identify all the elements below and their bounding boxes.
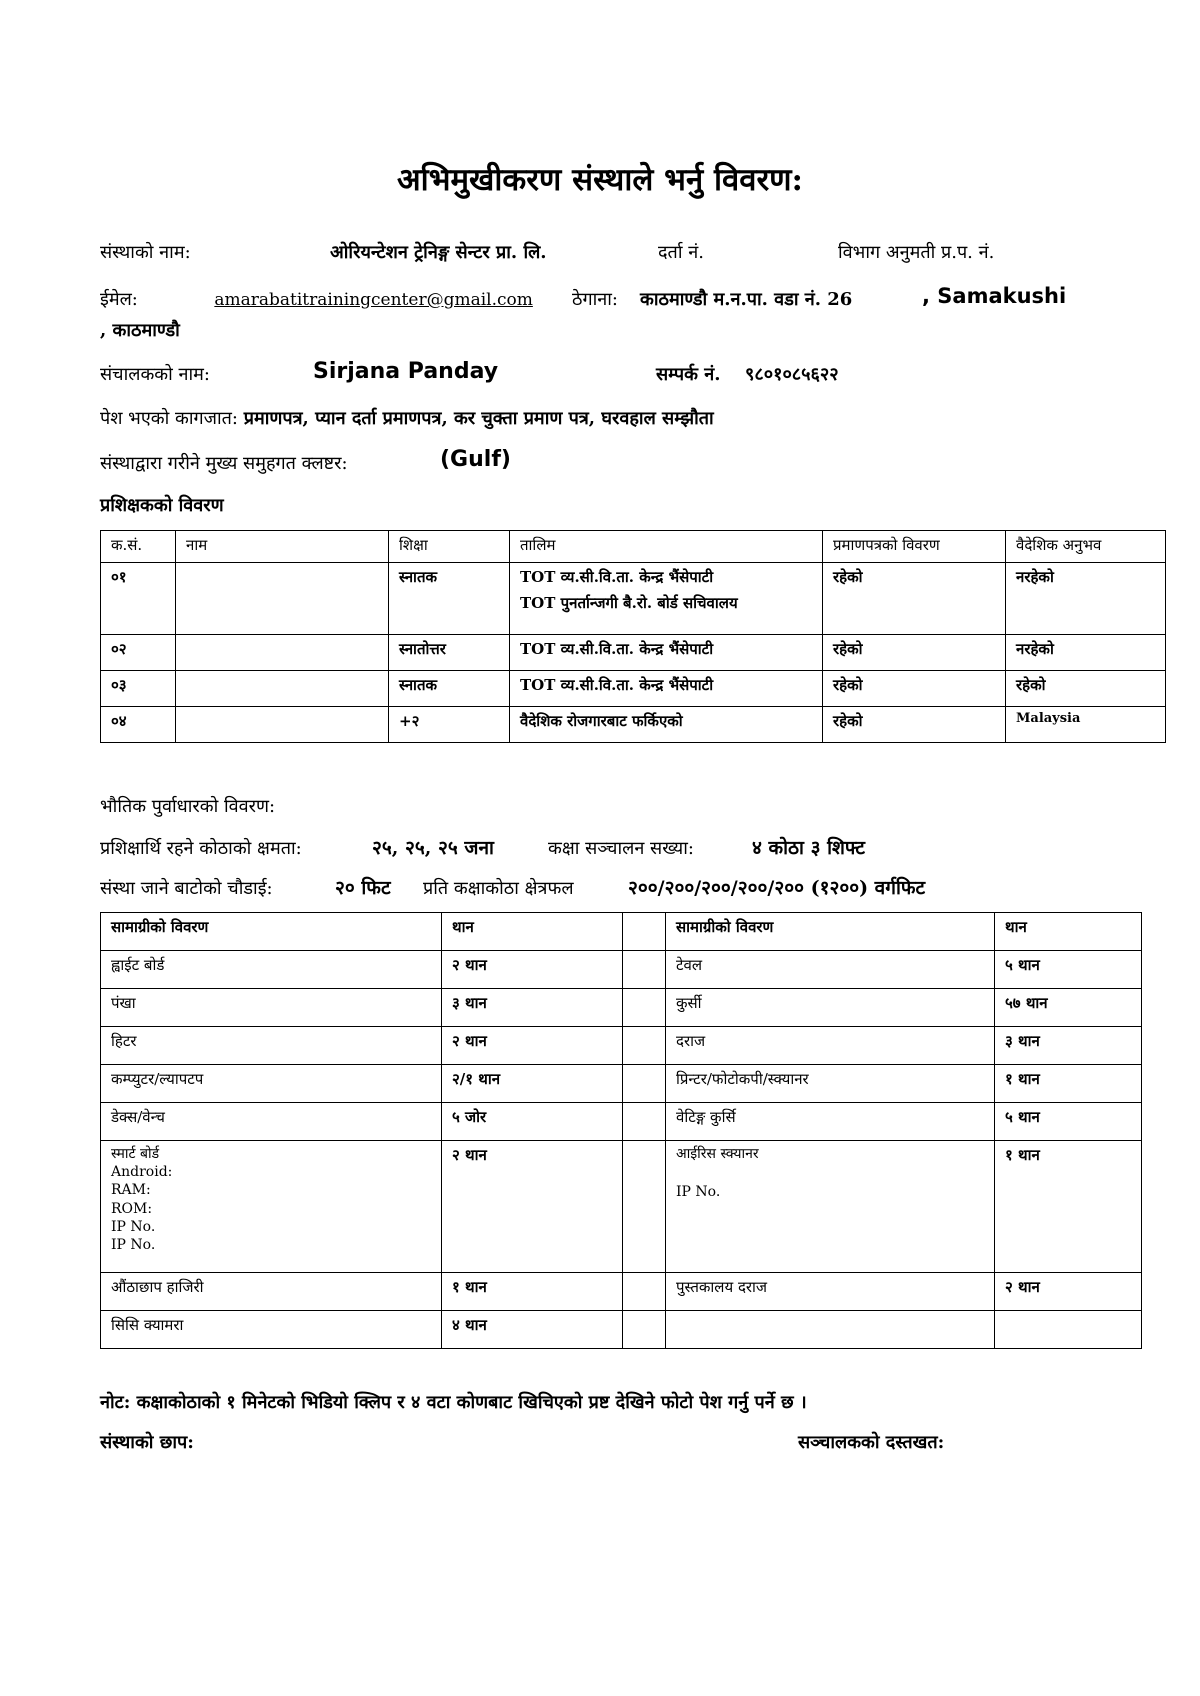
material-qty: ४ थान (442, 1311, 623, 1349)
table-row (101, 635, 1166, 671)
spacer-cell (623, 1273, 666, 1311)
road-value: २० फिट (335, 877, 391, 899)
smart-board-detail: ROM: (111, 1200, 153, 1217)
trainers-heading: प्रशिक्षकको विवरण (100, 495, 224, 516)
table-row (101, 1141, 1142, 1273)
trainer-certificate: रहेको (823, 635, 1006, 671)
org-name-line (100, 240, 191, 264)
trainer-education: स्नातोत्तर (389, 635, 510, 671)
material-item: स्मार्ट बोर्ड (111, 1146, 160, 1162)
reg-no-label: दर्ता नं. (658, 242, 704, 263)
material-qty: ५ जोर (442, 1103, 623, 1141)
material-item: टेवल (666, 951, 995, 989)
stamp-label: संस्थाको छाप: (100, 1432, 194, 1453)
spacer-cell (623, 1141, 666, 1273)
col-header-name: नाम (176, 531, 389, 563)
col-header-item: सामाग्रीको विवरण (101, 913, 442, 951)
spacer-cell (623, 989, 666, 1027)
material-qty: २ थान (442, 1141, 623, 1273)
material-qty: ५७ थान (995, 989, 1142, 1027)
spacer-cell (623, 951, 666, 989)
material-item: कम्प्युटर/ल्यापटप (101, 1065, 442, 1103)
material-qty (995, 1311, 1142, 1349)
material-qty: ३ थान (995, 1027, 1142, 1065)
classes-label: कक्षा सञ्चालन सख्या: (548, 838, 694, 859)
trainer-training: वैदेशिक रोजगारबाट फर्किएको (510, 707, 823, 743)
trainer-education: स्नातक (389, 671, 510, 707)
col-header-foreign-exp: वैदेशिक अनुभव (1006, 531, 1166, 563)
dept-permit-label: विभाग अनुमती प्र.प. नं. (838, 242, 995, 263)
trainer-sn: ०२ (101, 635, 176, 671)
material-item-iris-scanner (666, 1141, 995, 1273)
docs-value: प्रमाणपत्र, प्यान दर्ता प्रमाणपत्र, कर चुक्ता प्रमाण पत्र, घरवहाल सम्झौता (243, 408, 714, 429)
material-item: पंखा (101, 989, 442, 1027)
col-header-spacer (623, 913, 666, 951)
trainer-foreign-exp: रहेको (1006, 671, 1166, 707)
material-item: प्रिन्टर/फोटोकपी/स्क्यानर (666, 1065, 995, 1103)
docs-line (100, 406, 714, 430)
infra-heading: भौतिक पुर्वाधारको विवरण: (100, 796, 276, 817)
material-item: सिसि क्यामरा (101, 1311, 442, 1349)
material-qty: ५ थान (995, 1103, 1142, 1141)
table-row (101, 989, 1142, 1027)
road-label: संस्था जाने बाटोको चौडाई: (100, 878, 273, 899)
material-qty: २ थान (995, 1273, 1142, 1311)
address-label: ठेगाना: (572, 289, 618, 310)
material-item: हिटर (101, 1027, 442, 1065)
capacity-label: प्रशिक्षार्थि रहने कोठाको क्षमता: (100, 838, 302, 859)
material-qty: १ थान (995, 1141, 1142, 1273)
iris-scanner-detail: IP No. (676, 1184, 721, 1201)
trainer-training (510, 563, 823, 635)
col-header-qty-2: थान (995, 913, 1142, 951)
material-item: ह्वाईट बोर्ड (101, 951, 442, 989)
table-row (101, 563, 1166, 635)
material-qty: २ थान (442, 951, 623, 989)
material-item (666, 1311, 995, 1349)
trainer-name (176, 707, 389, 743)
col-header-qty: थान (442, 913, 623, 951)
material-item: वेटिङ्ग कुर्सि (666, 1103, 995, 1141)
director-value: Sirjana Panday (313, 359, 499, 384)
material-item: डेक्स/वेन्च (101, 1103, 442, 1141)
cluster-value: (Gulf) (440, 447, 511, 472)
spacer-cell (623, 1065, 666, 1103)
address-value-3: , काठमाण्डौ (100, 320, 180, 341)
material-item: औंठाछाप हाजिरी (101, 1273, 442, 1311)
training-line: TOT पुनर्तान्जगी बै.रो. बोर्ड सचिवालय (520, 594, 738, 613)
trainer-certificate: रहेको (823, 563, 1006, 635)
email-line (100, 287, 533, 311)
table-row (101, 707, 1166, 743)
org-name-value: ओरियन्टेशन ट्रेनिङ्ग सेन्टर प्रा. लि. (330, 242, 547, 263)
table-row (101, 1311, 1142, 1349)
cluster-label: संस्थाद्वारा गरीने मुख्य समुहगत क्लष्टर: (100, 453, 348, 474)
spacer-cell (623, 1103, 666, 1141)
trainer-certificate: रहेको (823, 671, 1006, 707)
trainer-training: TOT व्य.सी.वि.ता. केन्द्र भैंसेपाटी (510, 671, 823, 707)
col-header-training: तालिम (510, 531, 823, 563)
capacity-value: २५, २५, २५ जना (372, 837, 494, 859)
smart-board-detail: Android: (111, 1164, 173, 1181)
trainer-certificate: रहेको (823, 707, 1006, 743)
contact-label: सम्पर्क नं. (656, 364, 721, 385)
table-row (101, 1027, 1142, 1065)
material-qty: १ थान (995, 1065, 1142, 1103)
trainer-name (176, 635, 389, 671)
material-qty: ५ थान (995, 951, 1142, 989)
trainer-foreign-exp: नरहेको (1006, 563, 1166, 635)
trainer-name (176, 563, 389, 635)
signature-label: सञ्चालकको दस्तखत: (798, 1432, 945, 1453)
table-row (101, 671, 1166, 707)
org-name-label: संस्थाको नाम: (100, 242, 191, 263)
page-title: अभिमुखीकरण संस्थाले भर्नु विवरण: (397, 162, 803, 198)
trainers-header-row (101, 531, 1166, 563)
material-qty: ३ थान (442, 989, 623, 1027)
trainer-foreign-exp: Malaysia (1006, 707, 1166, 743)
address-value: काठमाण्डौ म.न.पा. वडा नं. 26 (640, 289, 853, 310)
docs-label: पेश भएको कागजात: (100, 408, 238, 429)
col-header-certificate: प्रमाणपत्रको विवरण (823, 531, 1006, 563)
note-text: नोट: कक्षाकोठाको १ मिनेटको भिडियो क्लिप र ४ वटा कोणबाट खिचिएको प्रष्ट देखिने फोटो पेश गर्नु पर्ने छ । (100, 1392, 807, 1413)
training-line: TOT व्य.सी.वि.ता. केन्द्र भैंसेपाटी (520, 568, 714, 586)
trainer-foreign-exp: नरहेको (1006, 635, 1166, 671)
area-value: २००/२००/२००/२००/२०० (१२००) वर्गफिट (628, 877, 926, 899)
material-item: कुर्सी (666, 989, 995, 1027)
materials-header-row (101, 913, 1142, 951)
material-item: आईरिस स्क्यानर (676, 1146, 759, 1162)
smart-board-detail: IP No. (111, 1236, 156, 1253)
materials-table (100, 912, 1142, 1349)
smart-board-detail: RAM: (111, 1182, 151, 1199)
material-qty: १ थान (442, 1273, 623, 1311)
col-header-sn: क.सं. (101, 531, 176, 563)
trainer-education: +२ (389, 707, 510, 743)
material-item-smart-board (101, 1141, 442, 1273)
trainer-sn: ०३ (101, 671, 176, 707)
smart-board-detail: IP No. (111, 1218, 156, 1235)
material-item: दराज (666, 1027, 995, 1065)
trainer-sn: ०४ (101, 707, 176, 743)
col-header-education: शिक्षा (389, 531, 510, 563)
area-label: प्रति कक्षाकोठा क्षेत्रफल (423, 878, 574, 899)
trainer-sn: ०१ (101, 563, 176, 635)
email-label: ईमेल: (100, 289, 138, 310)
material-item: पुस्तकालय दराज (666, 1273, 995, 1311)
table-row (101, 1273, 1142, 1311)
material-qty: २/१ थान (442, 1065, 623, 1103)
contact-value: ९८०१०८५६२२ (745, 364, 839, 385)
trainer-education: स्नातक (389, 563, 510, 635)
email-value: amarabatitrainingcenter@gmail.com (214, 290, 533, 310)
table-row (101, 951, 1142, 989)
spacer-cell (623, 1027, 666, 1065)
spacer-cell (623, 1311, 666, 1349)
classes-value: ४ कोठा ३ शिफ्ट (752, 837, 865, 859)
table-row (101, 1103, 1142, 1141)
col-header-item-2: सामाग्रीको विवरण (666, 913, 995, 951)
trainers-table (100, 530, 1166, 743)
trainer-name (176, 671, 389, 707)
table-row (101, 1065, 1142, 1103)
material-qty: २ थान (442, 1027, 623, 1065)
address-value-2: , Samakushi (922, 284, 1067, 308)
director-label: संचालकको नाम: (100, 364, 210, 385)
trainer-training: TOT व्य.सी.वि.ता. केन्द्र भैंसेपाटी (510, 635, 823, 671)
